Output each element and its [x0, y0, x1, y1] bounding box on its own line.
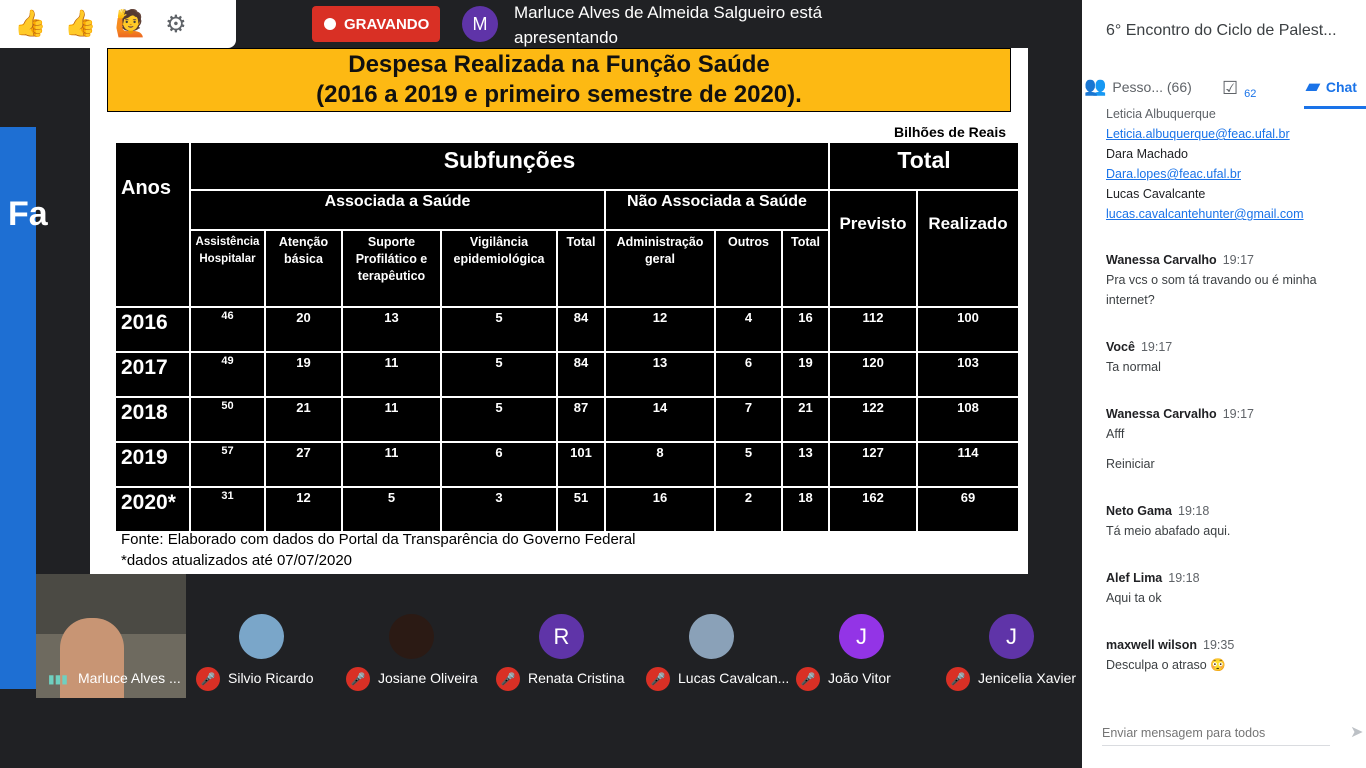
- tab-people[interactable]: [1084, 76, 1192, 97]
- slide-title-line1: Despesa Realizada na Função Saúde: [348, 51, 770, 78]
- participant-name: Lucas Cavalcan...: [678, 670, 790, 686]
- table-cell: 6: [441, 442, 557, 487]
- email-link[interactable]: lucas.cavalcantehunter@gmail.com: [1106, 207, 1304, 221]
- message-text: Reiniciar: [1106, 457, 1155, 471]
- header-col-suporte: Suporte Profilático e terapêutico: [342, 230, 441, 307]
- message-time: 19:18: [1178, 504, 1210, 518]
- people-icon: 👥: [1084, 76, 1107, 96]
- raise-hand-icon[interactable]: 🙋: [114, 9, 148, 39]
- table-cell: 19: [265, 352, 342, 397]
- header-nao-associada: Não Associada a Saúde: [605, 190, 829, 230]
- header-associada: Associada a Saúde: [190, 190, 605, 230]
- reactions-bar: [0, 0, 236, 48]
- table-cell: 84: [557, 307, 605, 352]
- slide-note: *dados atualizados até 07/07/2020: [121, 552, 353, 569]
- tab-activities[interactable]: [1222, 76, 1256, 100]
- table-cell: 69: [917, 487, 1019, 532]
- header-subfuncoes: Subfunções: [190, 142, 829, 190]
- table-cell: 5: [441, 352, 557, 397]
- table-cell: 4: [715, 307, 782, 352]
- tab-chat[interactable]: [1306, 76, 1357, 97]
- recording-badge: [312, 6, 440, 42]
- message-text: Afff: [1106, 427, 1125, 441]
- table-cell: 2: [715, 487, 782, 532]
- participant-name: Silvio Ricardo: [228, 670, 314, 686]
- table-cell: 122: [829, 397, 917, 442]
- header-col-outros: Outros: [715, 230, 782, 307]
- table-cell: 8: [605, 442, 715, 487]
- mic-muted-icon: 🎤: [946, 667, 970, 691]
- table-row: [115, 442, 1019, 487]
- header-col-total-nao: Total: [782, 230, 829, 307]
- speaking-icon: ▮▮▮: [48, 672, 68, 686]
- header-total: Total: [829, 142, 1019, 190]
- table-cell: 120: [829, 352, 917, 397]
- slide-title: [107, 48, 1011, 112]
- chat-input[interactable]: [1102, 720, 1330, 746]
- table-row: [115, 487, 1019, 532]
- table-cell: 14: [605, 397, 715, 442]
- participant-tile[interactable]: [786, 574, 936, 698]
- table-cell: 6: [715, 352, 782, 397]
- table-cell: 12: [605, 307, 715, 352]
- record-dot-icon: [324, 18, 336, 30]
- meeting-title: 6° Encontro do Ciclo de Palest...: [1106, 22, 1337, 39]
- participant-name: Jenicelia Xavier: [978, 670, 1077, 686]
- table-cell: 31: [190, 487, 265, 532]
- table-cell: 7: [715, 397, 782, 442]
- table-cell: 13: [605, 352, 715, 397]
- message-text: Aqui ta ok: [1106, 591, 1162, 605]
- avatar: [689, 614, 734, 659]
- header-realizado: Realizado: [917, 190, 1019, 307]
- message-author: maxwell wilson: [1106, 638, 1198, 652]
- header-col-administracao: Administração geral: [605, 230, 715, 307]
- activities-icon: ☑: [1222, 77, 1239, 98]
- avatar: [389, 614, 434, 659]
- table-cell: 57: [190, 442, 265, 487]
- table-cell: 16: [605, 487, 715, 532]
- chat-message: [1106, 568, 1346, 608]
- table-cell: 11: [342, 397, 441, 442]
- participants-bar: [36, 574, 1082, 698]
- header-previsto: Previsto: [829, 190, 917, 307]
- header-anos: Anos: [115, 142, 190, 307]
- thumbs-up-icon[interactable]: 👍: [14, 9, 47, 39]
- tab-chat-label: Chat: [1325, 78, 1357, 95]
- video-person: [60, 618, 124, 698]
- table-cell: 101: [557, 442, 605, 487]
- table-cell: 5: [342, 487, 441, 532]
- table-cell: 114: [917, 442, 1019, 487]
- header-col-assistencia: Assistência Hospitalar: [190, 230, 265, 307]
- side-strip-text: Fa: [8, 195, 48, 233]
- row-year: 2017: [115, 352, 190, 397]
- chat-message: [1106, 404, 1346, 474]
- table-cell: 20: [265, 307, 342, 352]
- table-cell: 112: [829, 307, 917, 352]
- table-cell: 162: [829, 487, 917, 532]
- table-row: [115, 352, 1019, 397]
- header-col-atencao: Atenção básica: [265, 230, 342, 307]
- header-col-vigilancia: Vigilância epidemiológica: [441, 230, 557, 307]
- table-cell: 49: [190, 352, 265, 397]
- message-author: Wanessa Carvalho: [1106, 407, 1217, 421]
- participant-tile[interactable]: [936, 574, 1086, 698]
- participant-name: João Vitor: [828, 670, 891, 686]
- email-link[interactable]: Dara.lopes@feac.ufal.br: [1106, 167, 1241, 181]
- message-author: Alef Lima: [1106, 571, 1163, 585]
- table-row: [115, 397, 1019, 442]
- participant-tile[interactable]: [486, 574, 636, 698]
- tab-people-label: Pesso... (66): [1112, 78, 1192, 95]
- row-year: 2016: [115, 307, 190, 352]
- chat-messages: [1106, 108, 1346, 688]
- table-row: [115, 307, 1019, 352]
- table-cell: 18: [782, 487, 829, 532]
- table-cell: 87: [557, 397, 605, 442]
- table-cell: 21: [782, 397, 829, 442]
- participant-name: Marluce Alves ...: [78, 670, 181, 686]
- message-author: Você: [1106, 340, 1135, 354]
- message-author: Neto Gama: [1106, 504, 1172, 518]
- table-cell: 50: [190, 397, 265, 442]
- units-label: Bilhões de Reais: [893, 124, 1006, 140]
- slide-title-line2: (2016 a 2019 e primeiro semestre de 2020).: [316, 81, 802, 108]
- slide-source: Fonte: Elaborado com dados do Portal da Transparência do Governo Federal: [121, 531, 636, 548]
- message-text: Tá meio abafado aqui.: [1106, 524, 1231, 538]
- table-cell: 16: [782, 307, 829, 352]
- participant-tile[interactable]: [186, 574, 336, 698]
- chat-message: [1106, 635, 1346, 675]
- header-col-total-assoc: Total: [557, 230, 605, 307]
- gear-icon[interactable]: ⚙: [165, 10, 187, 38]
- avatar: [239, 614, 284, 659]
- table-cell: 21: [265, 397, 342, 442]
- send-icon[interactable]: ➤: [1350, 724, 1364, 741]
- presenter-avatar: M: [462, 6, 498, 42]
- table-cell: 12: [265, 487, 342, 532]
- table-cell: 5: [441, 307, 557, 352]
- message-text: Desculpa o atraso 😳: [1106, 658, 1226, 672]
- mic-muted-icon: 🎤: [196, 667, 220, 691]
- message-time: 19:35: [1203, 638, 1235, 652]
- side-screen-strip: [0, 127, 48, 689]
- table-cell: 100: [917, 307, 1019, 352]
- email-link[interactable]: Leticia.albuquerque@feac.ufal.br: [1106, 127, 1290, 141]
- chat-icon: ▰: [1306, 76, 1320, 96]
- table-cell: 27: [265, 442, 342, 487]
- message-text: Pra vcs o som tá travando ou é minha internet?: [1106, 273, 1317, 307]
- table-cell: 19: [782, 352, 829, 397]
- table-cell: 84: [557, 352, 605, 397]
- table-cell: 13: [782, 442, 829, 487]
- chat-text: Leticia Albuquerque: [1106, 107, 1216, 121]
- message-time: 19:17: [1222, 407, 1254, 421]
- mic-muted-icon: 🎤: [346, 667, 370, 691]
- recording-label: GRAVANDO: [344, 15, 430, 33]
- table-cell: 11: [342, 352, 441, 397]
- message-author: Wanessa Carvalho: [1106, 253, 1217, 267]
- table-cell: 11: [342, 442, 441, 487]
- side-panel: [1082, 0, 1366, 768]
- chat-text: Dara Machado: [1106, 147, 1188, 161]
- avatar: R: [539, 614, 584, 659]
- participant-tile[interactable]: [636, 574, 790, 698]
- table-cell: 46: [190, 307, 265, 352]
- message-time: 19:17: [1140, 340, 1173, 354]
- row-year: 2020*: [115, 487, 190, 532]
- table-cell: 51: [557, 487, 605, 532]
- table-cell: 127: [829, 442, 917, 487]
- chat-message: [1106, 250, 1346, 310]
- activities-count: 62: [1244, 88, 1257, 100]
- chat-text: Lucas Cavalcante: [1106, 187, 1206, 201]
- table-cell: 13: [342, 307, 441, 352]
- row-year: 2019: [115, 442, 190, 487]
- chat-message: [1106, 337, 1346, 377]
- table-cell: 5: [715, 442, 782, 487]
- participant-name: Josiane Oliveira: [378, 670, 478, 686]
- message-text: Ta normal: [1106, 360, 1161, 374]
- avatar: J: [989, 614, 1034, 659]
- message-time: 19:17: [1222, 253, 1254, 267]
- table-cell: 103: [917, 352, 1019, 397]
- participant-tile[interactable]: [336, 574, 486, 698]
- participant-video-tile[interactable]: [36, 574, 186, 698]
- avatar: J: [839, 614, 884, 659]
- mic-muted-icon: 🎤: [796, 667, 820, 691]
- presentation-slide: [90, 48, 1028, 574]
- mic-muted-icon: 🎤: [646, 667, 670, 691]
- message-time: 19:18: [1168, 571, 1200, 585]
- participant-name: Renata Cristina: [528, 670, 625, 686]
- presenter-status: Marluce Alves de Almeida Salgueiro está apresentando: [514, 3, 823, 47]
- row-year: 2018: [115, 397, 190, 442]
- thumbs-up-icon[interactable]: 👍: [64, 9, 97, 39]
- table-cell: 5: [441, 397, 557, 442]
- expense-table: [114, 141, 1020, 533]
- table-cell: 108: [917, 397, 1019, 442]
- table-cell: 3: [441, 487, 557, 532]
- mic-muted-icon: 🎤: [496, 667, 520, 691]
- chat-message: [1106, 501, 1346, 541]
